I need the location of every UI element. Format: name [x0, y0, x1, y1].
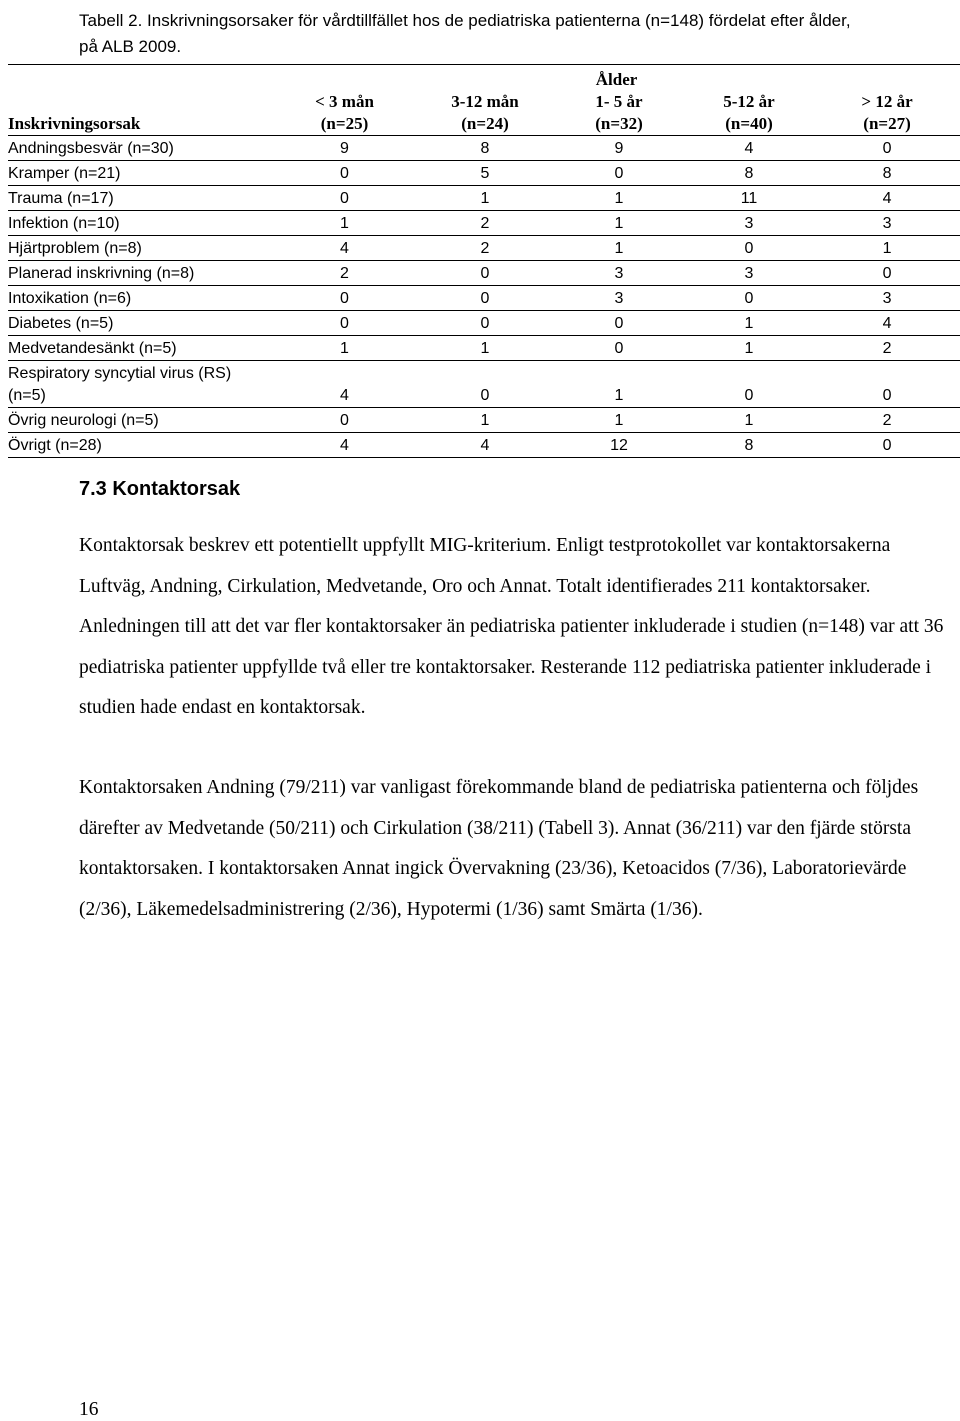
column-header — [416, 91, 554, 136]
table-cell: 0 — [814, 261, 960, 286]
column-header — [273, 91, 416, 136]
table-cell: 0 — [814, 136, 960, 161]
row-label: Övrigt (n=28) — [8, 433, 273, 458]
table-row — [8, 161, 960, 186]
table-cell: 4 — [273, 236, 416, 261]
row-label: Infektion (n=10) — [8, 211, 273, 236]
table-cell: 8 — [684, 433, 814, 458]
paragraph-2 — [79, 768, 949, 930]
table-cell: 0 — [554, 311, 684, 336]
table-cell: 1 — [416, 186, 554, 211]
table-cell: 0 — [684, 286, 814, 311]
table-row — [8, 361, 960, 408]
table-cell: 0 — [416, 261, 554, 286]
age-group-header: Ålder — [273, 65, 960, 92]
table-cell: 9 — [554, 136, 684, 161]
table-cell: 1 — [273, 211, 416, 236]
column-header-label: > 12 år — [861, 92, 913, 111]
table-row — [8, 336, 960, 361]
table-row — [8, 236, 960, 261]
table-cell: 3 — [684, 261, 814, 286]
paragraph-1 — [79, 526, 949, 729]
column-header-n: (n=25) — [320, 114, 369, 133]
table-cell: 0 — [684, 361, 814, 408]
table-row — [8, 136, 960, 161]
row-label: Medvetandesänkt (n=5) — [8, 336, 273, 361]
table-cell: 1 — [554, 186, 684, 211]
row-label: Hjärtproblem (n=8) — [8, 236, 273, 261]
row-label: Kramper (n=21) — [8, 161, 273, 186]
table-column-header-row — [8, 91, 960, 136]
row-label: Planerad inskrivning (n=8) — [8, 261, 273, 286]
table-cell: 1 — [416, 336, 554, 361]
row-label: Andningsbesvär (n=30) — [8, 136, 273, 161]
row-label: Intoxikation (n=6) — [8, 286, 273, 311]
table-cell: 3 — [554, 261, 684, 286]
empty-header-cell — [8, 65, 273, 92]
table-cell: 1 — [554, 361, 684, 408]
row-label-line-1: Respiratory syncytial virus (RS) — [8, 365, 232, 382]
table-cell: 3 — [814, 286, 960, 311]
column-header-n: (n=27) — [863, 114, 911, 133]
table-cell: 0 — [273, 286, 416, 311]
table-cell: 1 — [684, 311, 814, 336]
table-cell: 0 — [416, 361, 554, 408]
paragraph-2-text: Kontaktorsaken Andning (79/211) var vanligast förekommande bland de pediatriska patienterna och följdes därefter av Medvetande (50/211) och Cirkulation (38/211) (Tabell 3). Annat (36/211) var den fjärde största kontaktorsaken. I kontaktorsaken Annat ingick Övervakning (23/36), Ketoacidos (7/36), Laboratorievärde (2/36), Läkemedelsadministrering (2/36), Hypotermi (1/36) samt Smärta (1/36). — [79, 777, 919, 920]
table-cell: 2 — [416, 211, 554, 236]
table-cell: 0 — [273, 408, 416, 433]
table-cell: 12 — [554, 433, 684, 458]
table-row — [8, 261, 960, 286]
row-label-line-2: (n=5) — [8, 387, 46, 404]
table-cell: 0 — [684, 236, 814, 261]
table-cell: 1 — [416, 408, 554, 433]
admission-reasons-table — [8, 64, 960, 458]
table-cell: 1 — [554, 236, 684, 261]
table-row — [8, 311, 960, 336]
table-cell: 0 — [814, 433, 960, 458]
table-cell: 2 — [814, 336, 960, 361]
page-number: 16 — [79, 1399, 99, 1420]
table-cell: 2 — [814, 408, 960, 433]
column-header-label: 1- 5 år — [595, 92, 643, 111]
table-cell: 0 — [416, 311, 554, 336]
row-label: Diabetes (n=5) — [8, 311, 273, 336]
table-row — [8, 286, 960, 311]
table-cell: 1 — [554, 408, 684, 433]
table-cell: 4 — [273, 433, 416, 458]
table-cell: 2 — [416, 236, 554, 261]
column-header-label: 3-12 mån — [451, 92, 519, 111]
table-group-header-row — [8, 65, 960, 92]
table-cell: 8 — [416, 136, 554, 161]
table-row — [8, 433, 960, 458]
column-header — [814, 91, 960, 136]
table-cell: 1 — [273, 336, 416, 361]
table-cell: 1 — [554, 211, 684, 236]
column-header-n: (n=40) — [725, 114, 773, 133]
table-cell: 0 — [814, 361, 960, 408]
table-cell: 1 — [814, 236, 960, 261]
table-cell: 4 — [814, 186, 960, 211]
table-cell: 8 — [814, 161, 960, 186]
column-header-label: < 3 mån — [315, 92, 374, 111]
table-row — [8, 186, 960, 211]
table-cell: 4 — [814, 311, 960, 336]
paragraph-1-text: Kontaktorsak beskrev ett potentiellt uppfyllt MIG-kriterium. Enligt testprotokollet var kontaktorsakerna Luftväg, Andning, Cirkulation, Medvetande, Oro och Annat. Totalt identifierades 211 kontaktorsaker. Anledningen till att det var fler kontaktorsaker än pediatriska patienter inkluderade i studien (n=148) var att 36 pediatriska patienter uppfyllde två eller tre kontaktorsaker. Resterande 112 pediatriska patienter inkluderade i studien hade endast en kontaktorsak. — [79, 535, 944, 718]
table-cell: 9 — [273, 136, 416, 161]
table-cell: 5 — [416, 161, 554, 186]
table-row — [8, 211, 960, 236]
table-cell: 1 — [684, 408, 814, 433]
table-cell: 0 — [554, 161, 684, 186]
table-cell: 0 — [416, 286, 554, 311]
table-row — [8, 408, 960, 433]
table-cell: 2 — [273, 261, 416, 286]
table-cell: 8 — [684, 161, 814, 186]
table-cell: 3 — [814, 211, 960, 236]
table-cell: 11 — [684, 186, 814, 211]
column-header-n: (n=24) — [461, 114, 509, 133]
column-header — [554, 91, 684, 136]
table-cell: 0 — [554, 336, 684, 361]
table-cell: 3 — [684, 211, 814, 236]
column-header-n: (n=32) — [595, 114, 643, 133]
table-cell: 0 — [273, 311, 416, 336]
table-cell: 0 — [273, 186, 416, 211]
table-cell: 3 — [554, 286, 684, 311]
table-cell: 4 — [416, 433, 554, 458]
table-caption-line-2: på ALB 2009. — [79, 37, 182, 56]
table-cell: 4 — [684, 136, 814, 161]
table-cell: 0 — [273, 161, 416, 186]
section-heading: 7.3 Kontaktorsak — [79, 478, 241, 500]
column-header — [684, 91, 814, 136]
row-label: Övrig neurologi (n=5) — [8, 408, 273, 433]
table-caption-line-1: Tabell 2. Inskrivningsorsaker för vårdtillfället hos de pediatriska patienterna (n=148) fördelat efter ålder, — [79, 11, 851, 30]
row-label: Trauma (n=17) — [8, 186, 273, 211]
row-label — [8, 361, 273, 408]
table-cell: 4 — [273, 361, 416, 408]
row-header: Inskrivningsorsak — [8, 91, 273, 136]
table-cell: 1 — [684, 336, 814, 361]
column-header-label: 5-12 år — [723, 92, 775, 111]
